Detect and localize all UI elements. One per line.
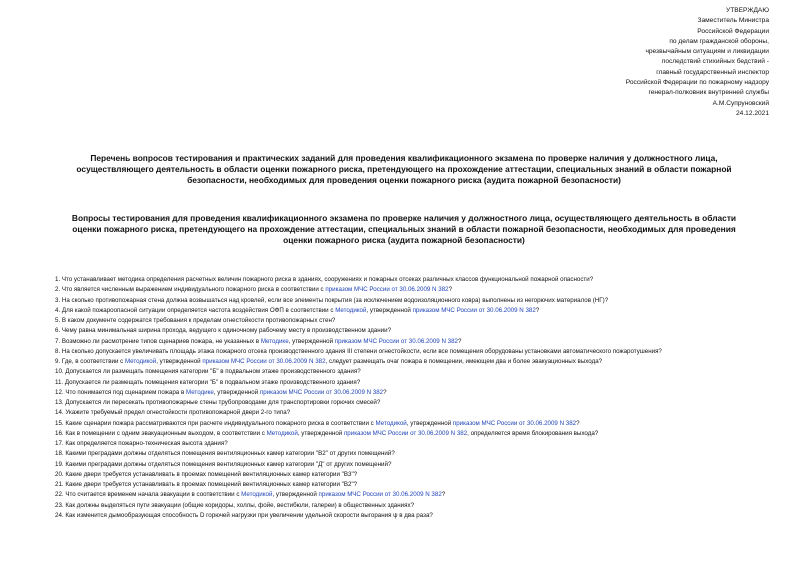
question-item: [55, 306, 795, 316]
question-text: , определяется время блокирования выхода?: [467, 429, 599, 437]
section-line: Вопросы тестирования для проведения квалификационного экзамена по проверке наличия у должностного лица, осуществляющего деятельность в области: [71, 213, 737, 223]
section-heading: [40, 213, 768, 247]
document-link[interactable]: Методикой: [124, 358, 157, 365]
question-text: 14. Укажите требуемый предел огнестойкости противопожарной двери 2-го типа?: [55, 409, 291, 417]
order-link[interactable]: приказом МЧС России от 30.06.2009 N 382: [318, 491, 442, 499]
approval-line: Российской Федерации: [697, 27, 769, 35]
question-text: в два раза?: [397, 511, 433, 519]
question-item: [55, 347, 795, 357]
order-link[interactable]: приказом МЧС России от 30.06.2009 N 382: [202, 358, 326, 365]
question-text: 8. На сколько допускается увеличивать площадь этажа пожарного отсека производственного здания III степени огнестойкости, если все помещения оборудованы установками автоматического пожаротушения?: [55, 347, 662, 355]
question-text: 4. Для какой пожароопасной ситуации определяется частота воздействия ОФП в соответствии с: [55, 306, 336, 314]
document-link[interactable]: Методикой: [335, 306, 367, 314]
approval-line: главный государственный инспектор: [656, 68, 769, 76]
order-link[interactable]: приказом МЧС России от 30.06.2009 N 382: [412, 306, 536, 314]
question-item: [55, 337, 795, 347]
question-text: 13. Допускается ли пересекать противопожарные стены трубопроводами для транспортировки горючих смесей?: [55, 399, 381, 406]
question-text: ?: [383, 388, 387, 396]
question-text: 3. На сколько противопожарная стена должна возвышаться над кровлей, если все элементы покрытия (за исключением водоизоляционного ковра) выполнены из негорючих материалов (НГ)?: [55, 296, 609, 304]
title-line: осуществляющего деятельность в области оценки пожарного риска, претендующего на прохождение аттестации, специальных знаний в области пожарной: [76, 164, 732, 175]
question-text: 23. Как должны выделяться пути эвакуации (общие коридоры, холлы, фойе, вестибюли, галереи) в общественных зданиях?: [55, 501, 415, 509]
order-link[interactable]: приказом МЧС России от 30.06.2009 N 382: [343, 429, 468, 437]
question-text: 11. Допускается ли размещать помещения категории "Б" в подвальном этаже производственного здания?: [55, 378, 361, 386]
question-item: [55, 285, 795, 295]
document-link[interactable]: Методикой: [241, 491, 273, 499]
question-text: , утвержденной: [156, 358, 203, 365]
question-item: [55, 439, 795, 449]
question-text: ?: [535, 306, 540, 314]
order-link[interactable]: приказом МЧС России от 30.06.2009 N 382: [259, 388, 384, 396]
approval-line: по делам гражданской обороны,: [669, 37, 769, 45]
question-text: , утвержденной: [406, 419, 453, 427]
question-text: 18. Какими преградами должны отделяться помещения вентиляционных камер категории "В2" от других помещений?: [55, 450, 395, 458]
question-text: 7. Возможно ли расмотрение типов сценариев пожара, не указанных в: [55, 337, 261, 345]
question-item: [55, 449, 795, 459]
question-item: [55, 419, 795, 429]
question-text: 21. Какие двери требуется устанавливать в проемах помещений вентиляционных камер категории "В2"?: [55, 481, 358, 488]
question-item: [55, 388, 795, 398]
approval-line: Российской Федерации по пожарному надзору: [625, 79, 769, 87]
question-text: 19. Какими преградами должны отделяться помещения вентиляционных камер категории "Д" от других помещений?: [55, 460, 392, 468]
question-item: [55, 378, 795, 388]
question-text: 15. Какие сценарии пожара рассматриваются при расчете индивидуального пожарного риска в соответствии с: [55, 419, 376, 427]
question-text: , утвержденной: [366, 306, 413, 314]
document-link[interactable]: Методике: [185, 388, 214, 396]
approval-line: 24.12.2021: [735, 109, 769, 117]
approval-line: УТВЕРЖДАЮ: [726, 7, 769, 14]
question-item: [55, 326, 795, 336]
question-item: [55, 367, 795, 377]
question-text: ?: [448, 286, 453, 294]
question-text: 16. Как в помещении с одним эвакуационным выходом, в соответствии с: [55, 429, 267, 437]
document-link[interactable]: приказом МЧС России от 30.06.2009 N 382: [325, 286, 449, 294]
title-line: Перечень вопросов тестирования и практических заданий для проведения квалификационного экзамена по проверке наличия у должностного лица,: [90, 153, 718, 163]
question-item: [55, 501, 795, 511]
question-text: 24. Как изменится дымообразующая способность D горючей нагрузки при увеличении удельной скорости выгорания: [55, 511, 394, 519]
approval-line: генерал-полковник внутренней службы: [648, 89, 769, 97]
document-link[interactable]: Методикой: [266, 429, 298, 437]
question-item: [55, 480, 795, 490]
question-text: , утвержденной: [297, 429, 344, 437]
math-symbol: ψ: [393, 511, 398, 519]
question-text: 20. Какие двери требуется устанавливать в проемах помещений вентиляционных камер категории "В3"?: [55, 470, 358, 478]
approval-line: чрезвычайным ситуациям и ликвидации: [645, 48, 769, 56]
question-text: 10. Допускается ли размещать помещения категории "Б" в подвальном этаже производственного здания?: [55, 368, 361, 376]
question-item: [55, 398, 795, 408]
question-text: , утвержденной: [288, 337, 335, 345]
question-item: [55, 296, 795, 306]
question-text: 9. Где, в соответствии с: [55, 358, 125, 365]
question-text: 12. Что понимается под сценарием пожара в: [55, 388, 186, 396]
section-line: оценки пожарного риска, претендующего на прохождение аттестации, специальных знаний в области пожарной безопасности, необходимых для проведения: [72, 224, 736, 235]
question-item: [55, 408, 795, 418]
question-text: 2. Что является численным выражением индивидуального пожарного риска в соответствии с: [55, 286, 326, 294]
document-link[interactable]: Методике: [260, 337, 289, 345]
question-item: [55, 275, 795, 285]
document-link[interactable]: Методикой: [375, 419, 407, 427]
question-item: [55, 490, 795, 500]
question-text: , утвержденной: [272, 491, 319, 499]
order-link[interactable]: приказом МЧС России от 30.06.2009 N 382: [334, 337, 458, 345]
section-line: оценки пожарного риска (аудита пожарной безопасности): [283, 235, 525, 246]
document-title: [40, 153, 768, 187]
question-text: 5. В каком документе содержатся требования к пределам огнестойкости противопожарных стен?: [55, 317, 336, 324]
question-text: , утвержденной: [213, 388, 260, 396]
question-text: 6. Чему равна минимальная ширина прохода, ведущего к одиночному рабочему месту в производственном здании?: [55, 327, 392, 335]
question-text: ?: [441, 491, 446, 499]
order-link[interactable]: приказом МЧС России от 30.06.2009 N 382: [452, 419, 577, 427]
title-line: безопасности, необходимых для проведения оценки пожарного риска (аудита пожарной безопасности): [187, 175, 621, 186]
question-text: 1. Что устанавливает методика определения расчетных величин пожарного риска в зданиях, сооружениях и пожарных отсеках различных классов функциональной пожарной опасности?: [55, 276, 594, 283]
question-list: [55, 275, 795, 521]
question-item: [55, 460, 795, 470]
question-text: ?: [576, 419, 580, 427]
question-item: [55, 511, 795, 521]
question-text: , следует размещать очаг пожара в помещении, имеющем два и более эвакуационных выхода?: [325, 358, 603, 365]
question-item: [55, 357, 795, 367]
approval-line: А.М.Супруновский: [712, 99, 769, 107]
question-item: [55, 429, 795, 439]
approval-line: Заместитель Министра: [697, 17, 769, 25]
question-item: [55, 470, 795, 480]
question-text: ?: [457, 337, 462, 345]
approval-line: последствий стихийных бедствий -: [661, 58, 769, 66]
question-text: 17. Как определяется пожарно-техническая высота здания?: [55, 440, 228, 447]
question-text: 22. Что считается временем начала эвакуации в соответствии с: [55, 491, 242, 499]
approval-block: [529, 6, 769, 119]
question-item: [55, 316, 795, 326]
